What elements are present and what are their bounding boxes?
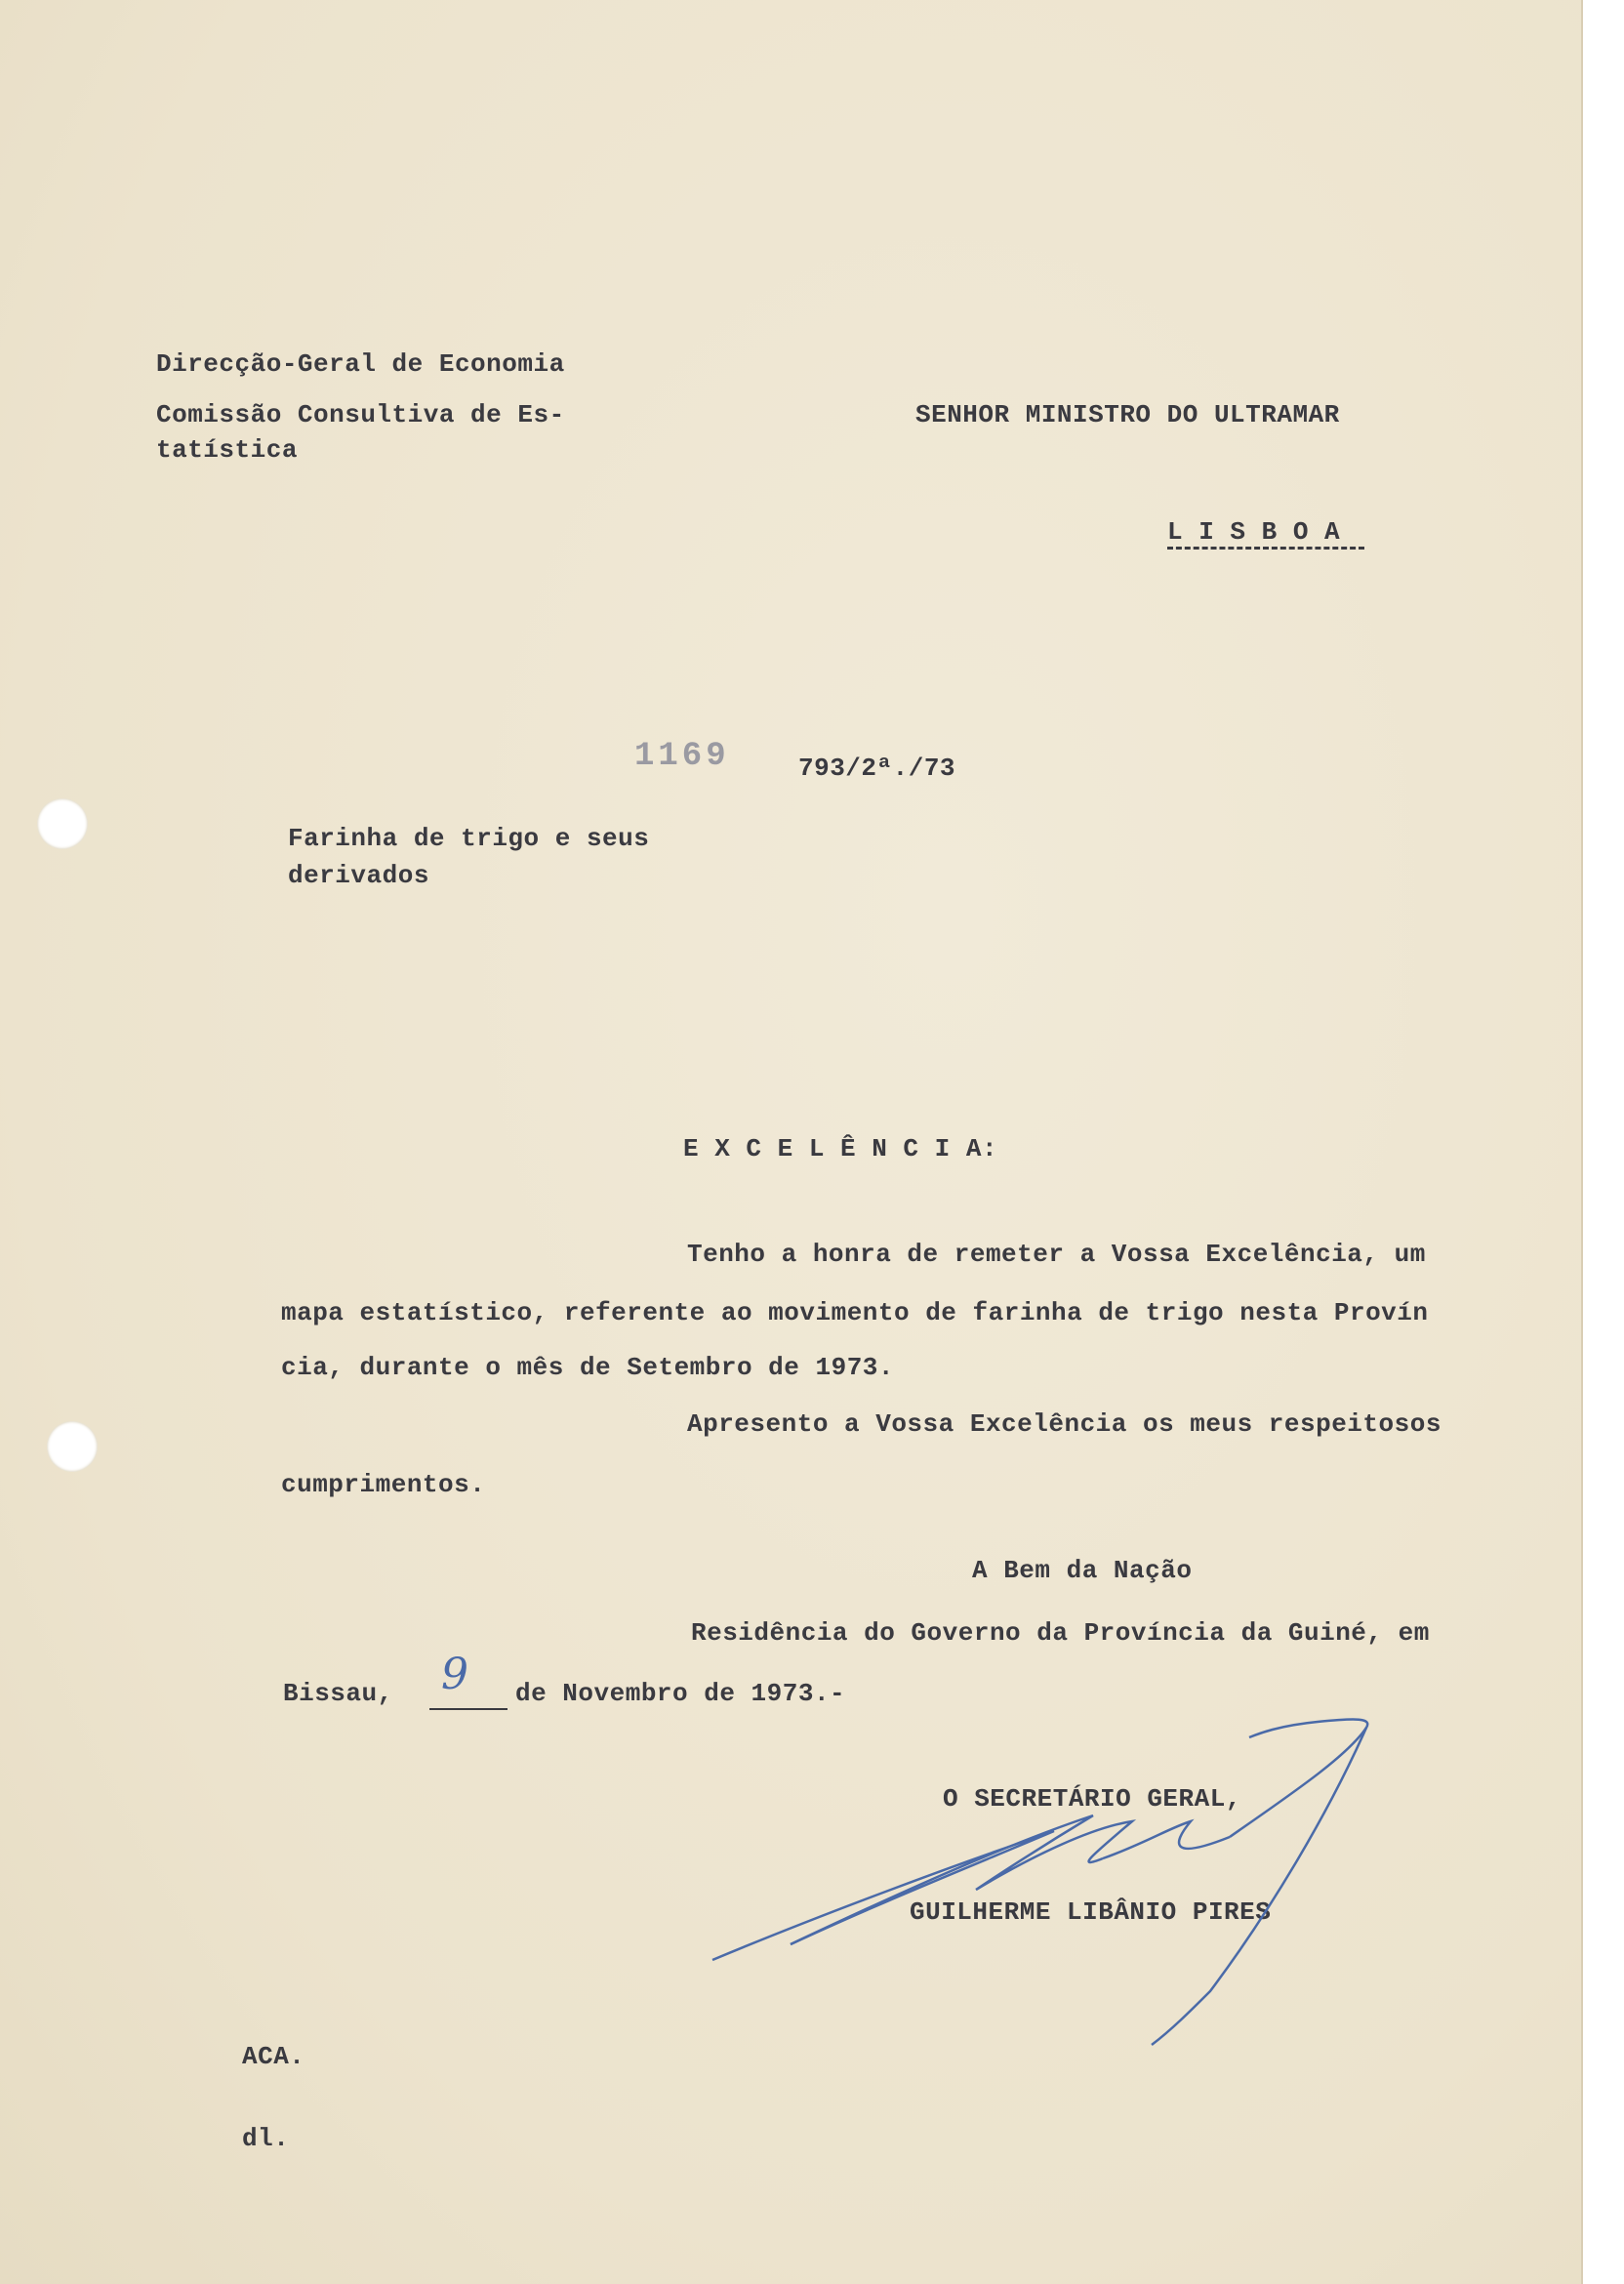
- footer-code-2: dl.: [242, 2124, 290, 2153]
- date-suffix: de Novembro de 1973.-: [515, 1679, 846, 1708]
- closing-place: Residência do Governo da Província da Guiné, em: [691, 1618, 1430, 1648]
- footer-code-1: ACA.: [242, 2042, 305, 2071]
- body-p2-line-2: cumprimentos.: [281, 1470, 486, 1499]
- date-prefix: Bissau,: [283, 1679, 393, 1708]
- date-day-handwritten: 9: [441, 1650, 468, 1699]
- sender-line-2: Comissão Consultiva de Es-: [156, 400, 565, 429]
- signatory-name: GUILHERME LIBÂNIO PIRES: [910, 1897, 1272, 1927]
- body-p2-line-1: Apresento a Vossa Excelência os meus respeitosos: [687, 1409, 1441, 1439]
- punch-hole: [37, 798, 88, 849]
- body-p1-line-3: cia, durante o mês de Setembro de 1973.: [281, 1353, 894, 1382]
- date-blank-underline: [429, 1708, 508, 1710]
- sender-line-3: tatística: [156, 435, 298, 465]
- recipient-city: L I S B O A: [1167, 517, 1341, 547]
- closing-motto: A Bem da Nação: [972, 1556, 1193, 1585]
- subject-line-1: Farinha de trigo e seus: [288, 824, 650, 853]
- body-p1-line-2: mapa estatístico, referente ao movimento de farinha de trigo nesta Provín: [281, 1298, 1429, 1327]
- city-underline: [1167, 547, 1364, 555]
- signatory-role: O SECRETÁRIO GERAL,: [943, 1784, 1241, 1814]
- signature-scribble: [683, 1698, 1405, 2050]
- reference-number: 793/2ª./73: [798, 754, 956, 783]
- sender-line-1: Direcção-Geral de Economia: [156, 349, 565, 379]
- recipient-title: SENHOR MINISTRO DO ULTRAMAR: [915, 400, 1340, 429]
- salutation: E X C E L Ê N C I A:: [683, 1134, 998, 1163]
- body-p1-line-1: Tenho a honra de remeter a Vossa Excelência, um: [687, 1240, 1426, 1269]
- subject-line-2: derivados: [288, 861, 429, 890]
- punch-hole: [47, 1421, 98, 1472]
- reference-stamp: 1169: [634, 738, 730, 775]
